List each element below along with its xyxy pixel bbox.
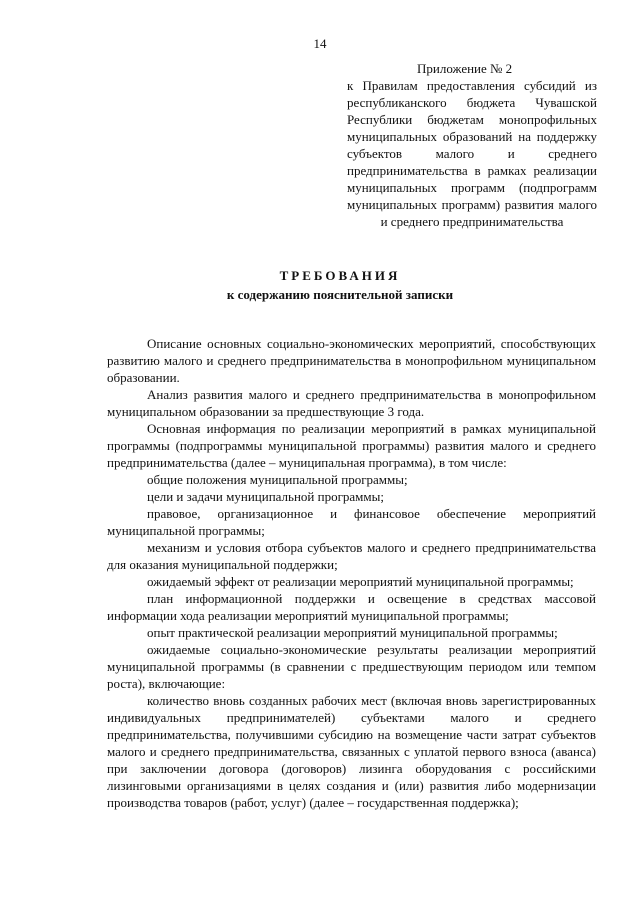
paragraph: Описание основных социально-экономических мероприятий, способствующих развитию малого и среднего предпринимательства в монопрофильном муниципальном образовании. bbox=[107, 336, 596, 385]
page-number: 14 bbox=[313, 36, 327, 51]
paragraph: количество вновь созданных рабочих мест (включая вновь зарегистрированных индивидуальных предпринимателей) субъектами малого и среднего предпринимательства, получившими субсидию на возмещение части затрат субъектов малого и среднего предпринимательства, связанных с уплатой первого взноса (аванса) при заключении договора (договоров) лизинга оборудования с российскими лизинговыми организациями в целях создания и (или) развития либо модернизации производства товаров (работ, услуг) (далее – государственная поддержка); bbox=[107, 693, 596, 810]
appendix-text: к Правилам предоставления субсидий из республиканского бюджета Чувашской Республики бюджетам монопрофильных муниципальных образований на поддержку субъектов малого и среднего предпринимательства в рамках реализации муниципальных программ (подпрограмм муниципальных программ) развития малого и среднего предпринимательства bbox=[347, 78, 597, 229]
paragraph: план информационной поддержки и освещение в средствах массовой информации хода реализации мероприятий муниципальной программы; bbox=[107, 591, 596, 623]
document-heading: ТРЕБОВАНИЯ bbox=[279, 268, 401, 283]
appendix-title: Приложение № 2 bbox=[417, 61, 513, 76]
paragraph: Основная информация по реализации мероприятий в рамках муниципальной программы (подпрограммы муниципальной программы) развития малого и среднего предпринимательства (далее – муниципальная программа), в том числе: bbox=[107, 421, 596, 470]
paragraph: ожидаемые социально-экономические результаты реализации мероприятий муниципальной программы (в сравнении с предшествующим периодом или темпом роста), включающие: bbox=[107, 642, 596, 691]
paragraph: цели и задачи муниципальной программы; bbox=[147, 489, 384, 504]
paragraph: общие положения муниципальной программы; bbox=[147, 472, 408, 487]
appendix-block bbox=[347, 60, 597, 230]
body-text bbox=[107, 335, 596, 811]
paragraph: механизм и условия отбора субъектов малого и среднего предпринимательства для оказания муниципальной поддержки; bbox=[107, 540, 596, 572]
paragraph: Анализ развития малого и среднего предпринимательства в монопрофильном муниципальном образовании за предшествующие 3 года. bbox=[107, 387, 596, 419]
paragraph: правовое, организационное и финансовое обеспечение мероприятий муниципальной программы; bbox=[107, 506, 596, 538]
paragraph: ожидаемый эффект от реализации мероприятий муниципальной программы; bbox=[147, 574, 574, 589]
paragraph: опыт практической реализации мероприятий муниципальной программы; bbox=[147, 625, 558, 640]
document-subheading: к содержанию пояснительной записки bbox=[226, 287, 454, 302]
